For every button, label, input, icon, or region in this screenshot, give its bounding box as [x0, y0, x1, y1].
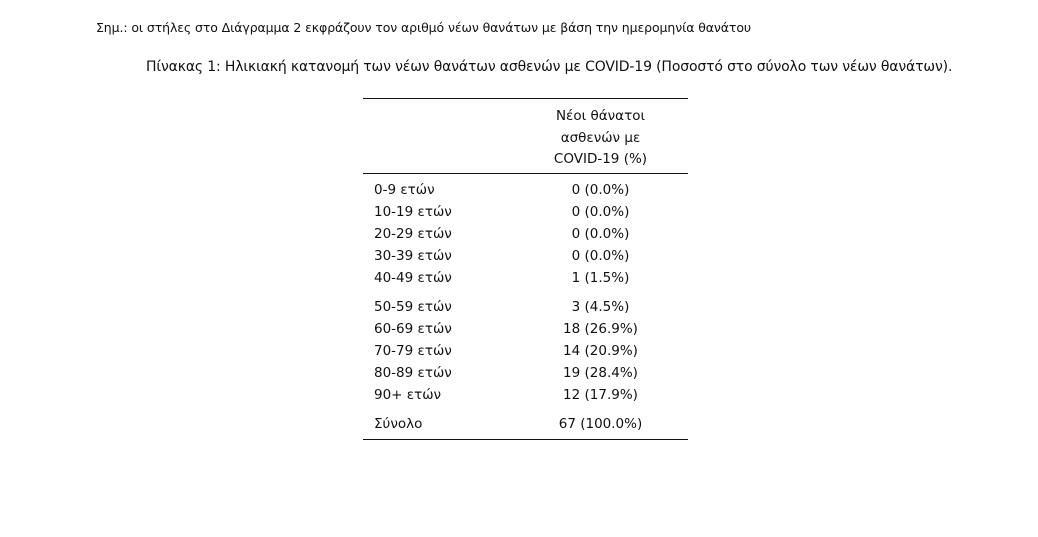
age-group-label: 0-9 ετών: [374, 182, 435, 198]
table-row: [363, 296, 688, 318]
header-deaths-cell: [513, 99, 688, 173]
table-body: [363, 174, 688, 439]
age-group-label: 50-59 ετών: [374, 299, 452, 315]
deaths-value: 19 (28.4%): [563, 365, 638, 381]
table-total-row: [363, 413, 688, 435]
age-group-label: 10-19 ετών: [374, 204, 452, 220]
table-row: [363, 384, 688, 406]
deaths-value: 18 (26.9%): [563, 321, 638, 337]
age-group-label: 40-49 ετών: [374, 270, 452, 286]
deaths-value: 1 (1.5%): [571, 270, 630, 286]
age-group-label: 90+ ετών: [374, 387, 442, 403]
note-text: Σημ.: οι στήλες στο Διάγραμμα 2 εκφράζουν τον αριθμό νέων θανάτων με βάση την ημερομηνία θανάτου: [96, 20, 752, 35]
age-distribution-table: [363, 98, 688, 440]
header-empty-cell: [363, 99, 513, 173]
age-group-label: 60-69 ετών: [374, 321, 452, 337]
table-caption: Πίνακας 1: Ηλικιακή κατανομή των νέων θανάτων ασθενών με COVID-19 (Ποσοστό στο σύνολο των νέων θανάτων).: [146, 59, 953, 75]
deaths-value: 0 (0.0%): [571, 204, 630, 220]
deaths-value: 14 (20.9%): [563, 343, 638, 359]
header-line: ασθενών με: [560, 129, 641, 146]
table-row: [363, 245, 688, 267]
deaths-value: 3 (4.5%): [571, 299, 630, 315]
total-label: Σύνολο: [374, 416, 423, 432]
table-row: [363, 340, 688, 362]
table-row: [363, 318, 688, 340]
age-group-label: 30-39 ετών: [374, 248, 452, 264]
table-row: [363, 179, 688, 201]
age-group-label: 80-89 ετών: [374, 365, 452, 381]
table-row: [363, 267, 688, 289]
header-line: COVID-19 (%): [553, 151, 648, 167]
total-value: 67 (100.0%): [558, 416, 643, 432]
deaths-value: 0 (0.0%): [571, 248, 630, 264]
deaths-value: 0 (0.0%): [571, 226, 630, 242]
table-row: [363, 201, 688, 223]
age-group-label: 70-79 ετών: [374, 343, 452, 359]
age-group-label: 20-29 ετών: [374, 226, 452, 242]
table-row: [363, 362, 688, 384]
deaths-value: 0 (0.0%): [571, 182, 630, 198]
deaths-value: 12 (17.9%): [563, 387, 638, 403]
table-header-row: [363, 99, 688, 174]
header-line: Νέοι θάνατοι: [555, 108, 646, 124]
table-row: [363, 223, 688, 245]
